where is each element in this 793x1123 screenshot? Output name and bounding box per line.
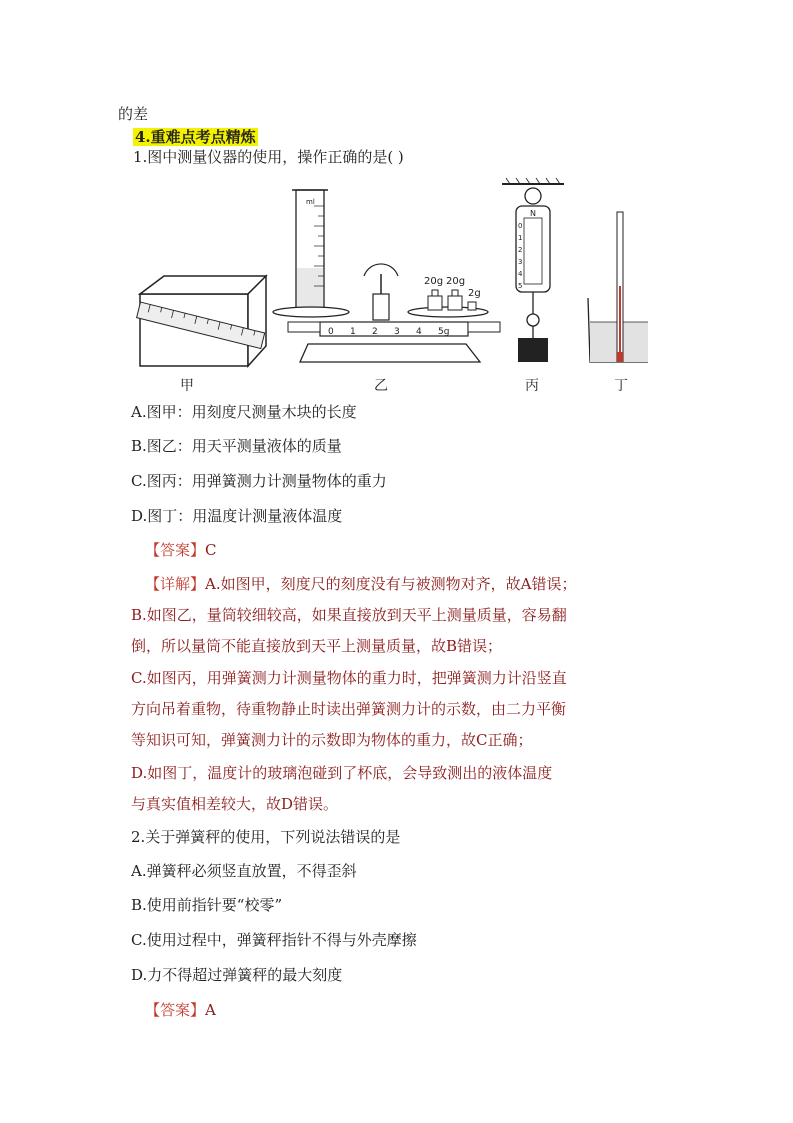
figure-label-bing: 丙 bbox=[525, 378, 539, 394]
spring-tick-5: 5 bbox=[518, 282, 523, 290]
figure-yi-balance bbox=[273, 190, 500, 362]
spring-tick-3: 3 bbox=[518, 258, 523, 266]
figure-label-jia: 甲 bbox=[180, 378, 194, 394]
spring-tick-1: 1 bbox=[518, 234, 523, 242]
balance-tick-3: 3 bbox=[394, 327, 400, 337]
q1-option-b: B.图乙：用天平测量液体的质量 bbox=[131, 437, 342, 455]
q1-detail-line-1: B.如图乙，量筒较细较高，如果直接放到天平上测量质量，容易翻 bbox=[131, 606, 567, 624]
q1-answer-label: 【答案】 bbox=[145, 541, 206, 559]
q2-option-c: C.使用过程中，弹簧秤指针不得与外壳摩擦 bbox=[131, 931, 417, 949]
q1-detail-line-7: 与真实值相差较大，故D错误。 bbox=[131, 795, 339, 813]
cylinder-unit: ml bbox=[306, 198, 315, 206]
spring-tick-4: 4 bbox=[518, 270, 523, 278]
q1-detail-line-6: D.如图丁，温度计的玻璃泡碰到了杯底，会导致测出的液体温度 bbox=[131, 764, 553, 782]
q1-detail-line-4: 方向吊着重物，待重物静止时读出弹簧测力计的示数，由二力平衡 bbox=[131, 700, 567, 718]
balance-tick-5: 5g bbox=[438, 327, 450, 337]
q1-stem: 1.图中测量仪器的使用，操作正确的是( ) bbox=[133, 148, 404, 166]
q2-answer-value: A bbox=[205, 1001, 216, 1019]
balance-tick-4: 4 bbox=[416, 327, 422, 337]
balance-tick-1: 1 bbox=[350, 327, 356, 337]
q1-detail-line-5: 等知识可知，弹簧测力计的示数即为物体的重力，故C正确； bbox=[131, 731, 533, 749]
top-fragment: 的差 bbox=[118, 105, 149, 123]
spring-unit: N bbox=[530, 209, 536, 218]
spring-tick-2: 2 bbox=[518, 246, 523, 254]
spring-tick-0: 0 bbox=[518, 222, 523, 230]
figure-bing-spring-scale bbox=[502, 178, 564, 362]
balance-tick-0: 0 bbox=[328, 327, 334, 337]
q2-option-b: B.使用前指针要“校零” bbox=[131, 896, 283, 914]
q1-detail-line-0: A.如图甲，刻度尺的刻度没有与被测物对齐，故A错误； bbox=[205, 575, 577, 593]
section-heading-text: 4.重难点考点精炼 bbox=[135, 128, 256, 146]
section-heading bbox=[133, 126, 258, 147]
q1-detail-line-3: C.如图丙，用弹簧测力计测量物体的重力时，把弹簧测力计沿竖直 bbox=[131, 669, 567, 687]
weight-label-1: 20g bbox=[424, 276, 444, 287]
q2-answer bbox=[145, 1000, 216, 1020]
q2-option-a: A.弹簧秤必须竖直放置，不得歪斜 bbox=[131, 862, 357, 880]
figure-label-yi: 乙 bbox=[374, 378, 388, 394]
figure-ding-thermometer bbox=[588, 212, 648, 362]
q1-detail-label: 【详解】 bbox=[145, 575, 206, 593]
q1-detail-line-2: 倒，所以量筒不能直接放到天平上测量质量，故B错误； bbox=[131, 637, 503, 655]
q1-answer-value: C bbox=[205, 541, 217, 559]
q2-option-d: D.力不得超过弹簧秤的最大刻度 bbox=[131, 966, 343, 984]
q2-stem: 2.关于弹簧秤的使用，下列说法错误的是 bbox=[131, 828, 401, 846]
figure-jia-block-ruler bbox=[137, 276, 266, 366]
q2-answer-label: 【答案】 bbox=[145, 1001, 206, 1019]
q1-option-d: D.图丁：用温度计测量液体温度 bbox=[131, 507, 343, 525]
q1-option-c: C.图丙：用弹簧测力计测量物体的重力 bbox=[131, 472, 387, 490]
balance-tick-2: 2 bbox=[372, 327, 378, 337]
weight-label-2: 20g bbox=[446, 276, 466, 287]
q1-option-a: A.图甲：用刻度尺测量木块的长度 bbox=[131, 403, 357, 421]
figure-label-ding: 丁 bbox=[614, 378, 628, 394]
weight-label-3: 2g bbox=[468, 288, 481, 299]
q1-figure bbox=[128, 176, 648, 398]
q1-detail-first bbox=[145, 574, 576, 594]
q1-answer bbox=[145, 540, 217, 560]
